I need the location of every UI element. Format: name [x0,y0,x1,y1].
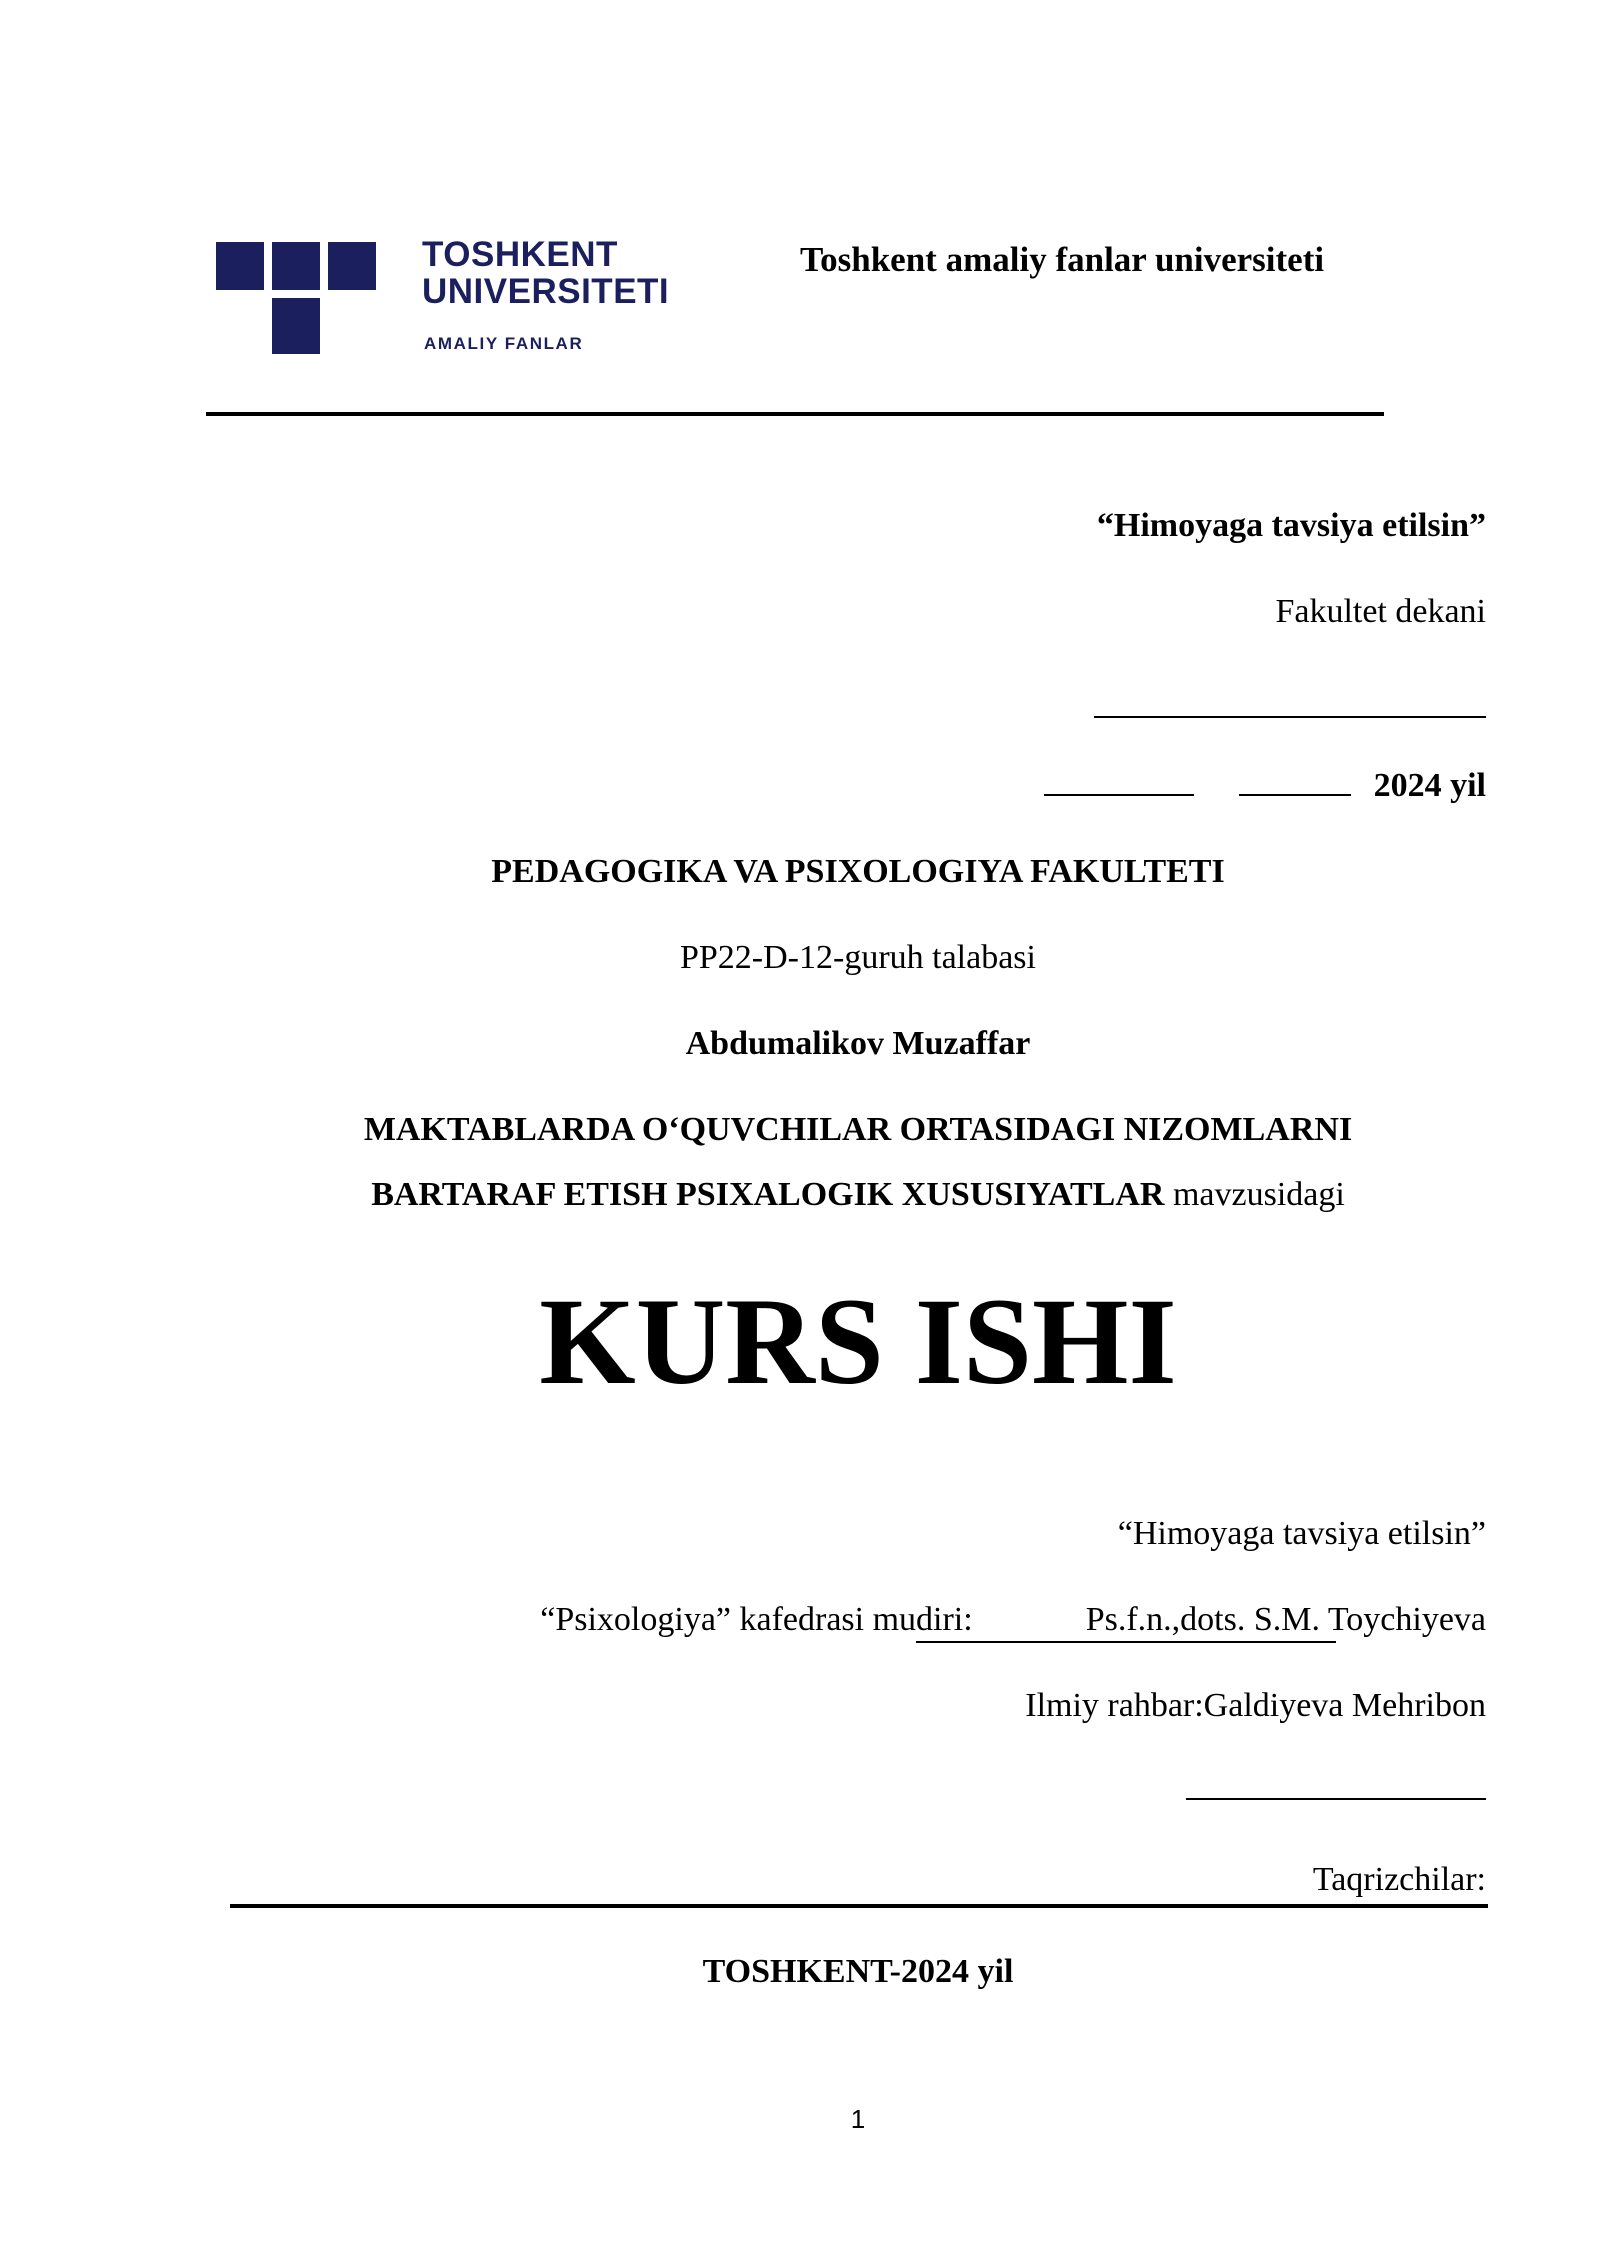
document-type-title: KURS ISHI [539,1273,1177,1410]
approval-year: 2024 yil [1373,767,1486,804]
kafedra-signature-line [916,1641,1336,1643]
approval-date [1044,764,1486,806]
city-year: TOSHKENT-2024 yil [702,1953,1014,1990]
footer-divider [230,1904,1488,1908]
page-number: 1 [850,2104,866,2134]
dean-signature-line [1094,716,1486,718]
logo-subtitle: AMALIY FANLAR [424,334,584,353]
date-day-blank [1044,764,1194,796]
kafedra-head-row [540,1600,1486,1640]
topic-line-2 [0,1175,1600,1215]
topic-line-1: MAKTABLARDA O‘QUVCHILAR ORTASIDAGI NIZOMLARNI [363,1111,1353,1148]
topic-line-2-text: BARTARAF ETISH PSIXALOGIK XUSUSIYATLAR [371,1176,1165,1213]
student-group: PP22-D-12-guruh talabasi [679,939,1036,976]
advisor-signature-line [1186,1798,1486,1800]
logo-name-line1: TOSHKENT [422,235,618,274]
scientific-advisor: Ilmiy rahbar:Galdiyeva Mehribon [1025,1687,1486,1724]
approval-title-bottom: “Himoyaga tavsiya etilsin” [1117,1515,1486,1552]
date-month-blank [1239,764,1351,796]
header-divider [206,412,1384,416]
approval-title: “Himoyaga tavsiya etilsin” [1096,507,1486,544]
university-name: Toshkent amaliy fanlar universiteti [800,240,1325,279]
university-logo-mark-icon [216,242,376,354]
topic-suffix: mavzusidagi [1172,1176,1345,1213]
dean-label: Fakultet dekani [1275,593,1486,630]
kafedra-head-name: Ps.f.n.,dots. S.M. Toychiyeva [1085,1601,1486,1638]
logo-wordmark [422,236,669,310]
logo-name-line2: UNIVERSITETI [422,272,670,311]
faculty-name: PEDAGOGIKA VA PSIXOLOGIYA FAKULTETI [491,853,1225,890]
reviewers-label: Taqrizchilar: [1312,1861,1486,1898]
student-name: Abdumalikov Muzaffar [685,1025,1031,1062]
kafedra-label: “Psixologiya” kafedrasi mudiri: [540,1601,973,1638]
